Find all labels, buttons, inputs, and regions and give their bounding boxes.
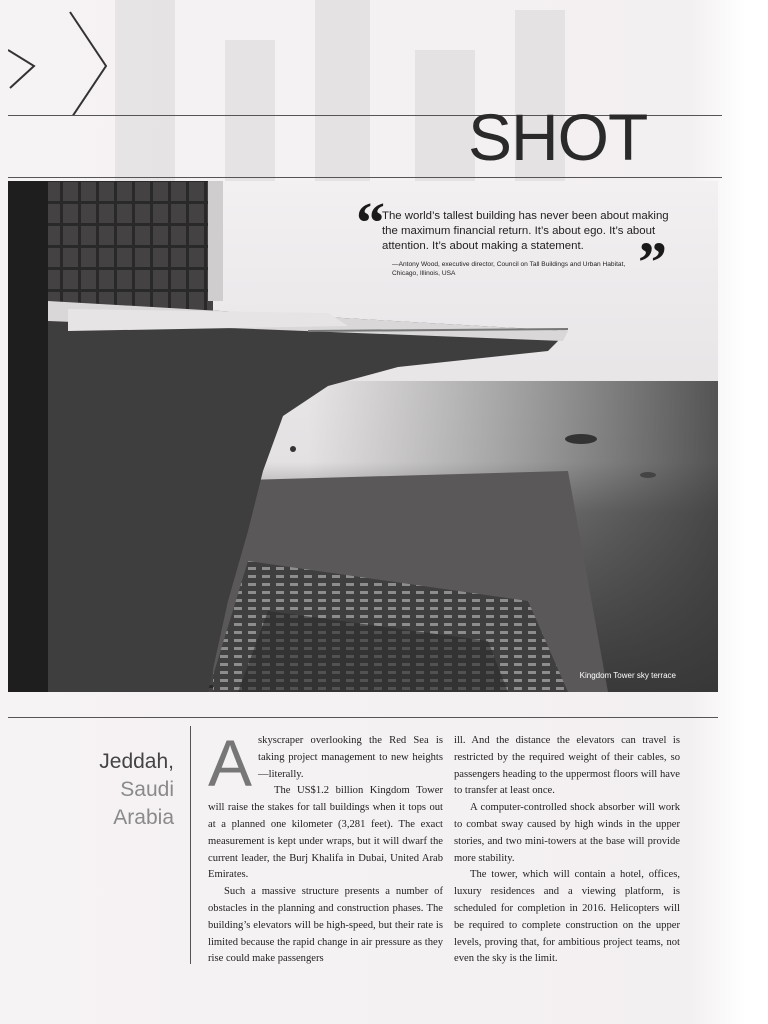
article-paragraph-6: The tower, which will contain a hotel, offices, luxury residences and a viewing platform, is scheduled for completion in 2016. Helicopters will be required to complete construction on the upper levels, proving that, for ambitious project teams, not even the sky is the limit. [454,869,680,965]
section-title: SHOT [468,100,648,174]
quote-attribution-line1: —Antony Wood, executive director, Council on Tall Buildings and Urban Habitat, [392,261,626,268]
article-paragraph-1: skyscraper overlooking the Red Sea is taking project management to new heights—literally. [258,735,443,780]
location-city: Jeddah, [99,750,174,773]
drop-cap: A [208,726,253,800]
tower-illustration [8,181,718,692]
column-divider [190,726,191,964]
header-rule-bottom [8,177,722,178]
article-paragraph-5: A computer-controlled shock absorber will work to combat sway caused by high winds in the upper stories, and two mini-towers at the base will provide more stability. [454,802,680,864]
close-quote-mark: ” [638,230,667,295]
article-column-1 [208,726,443,968]
location-label [62,748,174,832]
chevron-icon [8,10,108,115]
quote-attribution [392,260,682,278]
article-paragraph-4: ill. And the distance the elevators can travel is restricted by the required weight of their cables, so passengers heading to the uppermost floors will have to transfer at least once. [454,735,680,797]
quote-attribution-line2: Chicago, Illinois, USA [392,270,456,277]
article-column-2 [454,733,680,968]
open-quote-mark: “ [356,190,385,255]
article-paragraph-3: Such a massive structure presents a number of obstacles in the planning and construction phases. The building’s elevators will be high-speed, but their rate is limited because the rapid change in air pressure as they rise could make passengers [208,886,443,965]
photo-caption: Kingdom Tower sky terrace [579,671,676,680]
quote-text: The world’s tallest building has never been about making the maximum financial return. It’s about ego. It’s about attention. It’s about making a statement. [382,210,669,252]
photo-kingdom-tower [8,181,718,692]
article-paragraph-2: The US$1.2 billion Kingdom Tower will raise the stakes for tall buildings when it tops out at a planned one kilometer (3,281 feet). The exact measurement is kept under wraps, but it will dwarf the current leader, the Burj Khalifa in Dubai, United Arab Emirates. [208,785,443,881]
location-country-1: Saudi [120,778,174,801]
article-rule [8,717,718,718]
location-country-2: Arabia [113,806,174,829]
